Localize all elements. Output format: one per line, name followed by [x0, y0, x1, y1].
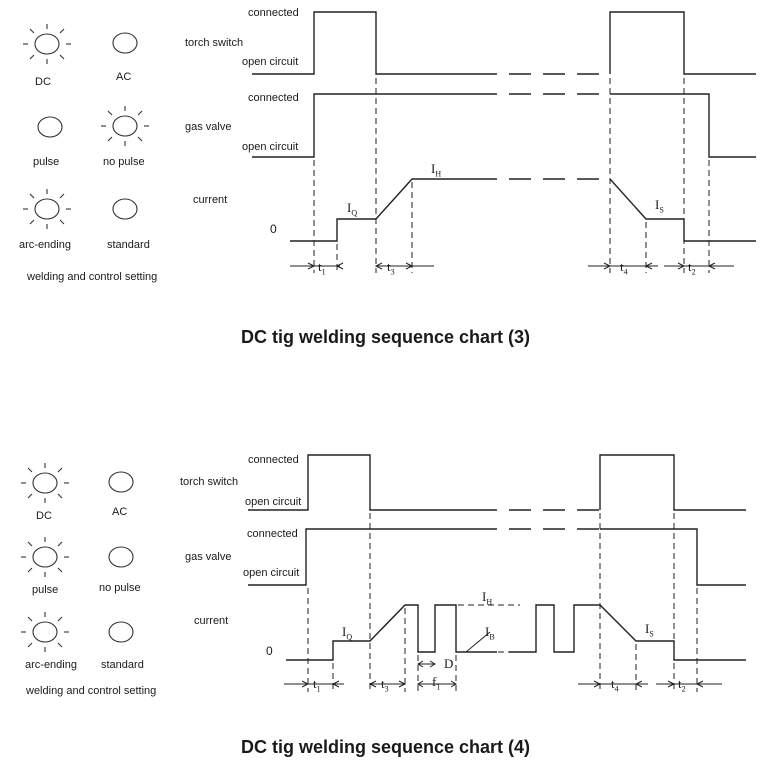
gas-valve-label: gas valve	[185, 121, 232, 133]
t3-letter: t	[387, 259, 391, 274]
gas-valve-high-label: connected	[247, 528, 298, 540]
t4-letter: t	[611, 676, 615, 691]
d-marker: D	[444, 656, 454, 671]
t2-label	[678, 677, 686, 694]
is-marker	[645, 622, 654, 639]
t2-subscript: 2	[681, 684, 686, 694]
torch-switch-low-label: open circuit	[245, 496, 302, 508]
torch-switch-high-label: connected	[248, 454, 299, 466]
t3-label	[381, 677, 389, 694]
zero-label: 0	[270, 222, 277, 236]
gas-valve-low-label: open circuit	[242, 141, 299, 153]
panel-footer: welding and control setting	[26, 685, 157, 697]
torch-switch-trace-end	[600, 455, 746, 510]
interval-t2	[656, 681, 722, 687]
gas-valve-low-label: open circuit	[243, 567, 300, 579]
gas-valve-trace-end	[600, 529, 746, 585]
f1-subscript: 1	[436, 682, 441, 692]
torch-switch-high-label: connected	[248, 7, 299, 19]
t4-label	[611, 677, 619, 694]
t3-subscript: 3	[390, 267, 395, 277]
current-trace-mid	[520, 605, 746, 660]
is-letter: I	[655, 197, 660, 212]
torch-switch-trace	[248, 455, 475, 510]
current-trace	[286, 605, 475, 660]
t3-letter: t	[381, 676, 385, 691]
ih-letter: I	[431, 161, 436, 176]
t1-letter: t	[313, 676, 317, 691]
panel-footer: welding and control setting	[27, 271, 158, 283]
lamp-label-no-pulse: no pulse	[103, 156, 145, 168]
t4-letter: t	[620, 259, 624, 274]
lamp-label-dc: DC	[35, 76, 51, 88]
t3-subscript: 3	[384, 684, 389, 694]
f1-label	[432, 675, 440, 692]
lamp-label-ac: AC	[116, 71, 132, 83]
t2-letter: t	[688, 259, 692, 274]
lamp-label-arc-ending: arc-ending	[25, 659, 77, 671]
t1-label	[313, 677, 321, 694]
f1-letter: f	[432, 674, 437, 689]
gas-valve-label: gas valve	[185, 551, 232, 563]
t1-letter: t	[318, 259, 322, 274]
t4-subscript: 4	[623, 267, 628, 277]
ih-marker	[482, 590, 492, 607]
iq-letter: I	[342, 624, 347, 639]
lamp-label-dc: DC	[36, 510, 52, 522]
torch-switch-low-label: open circuit	[242, 56, 299, 68]
torch-switch-label: torch switch	[180, 476, 239, 488]
interval-d	[418, 661, 435, 667]
t2-letter: t	[678, 676, 682, 691]
lamp-label-standard: standard	[101, 659, 144, 671]
is-letter: I	[645, 621, 650, 636]
diagram-3-caption: DC tig welding sequence chart (3)	[240, 327, 531, 347]
ib-letter: I	[485, 624, 490, 639]
ib-subscript: B	[489, 632, 495, 642]
current-label: current	[194, 615, 229, 627]
ih-subscript: H	[435, 169, 442, 179]
t2-subscript: 2	[691, 267, 696, 277]
lamp-label-arc-ending: arc-ending	[19, 239, 71, 251]
iq-marker	[342, 625, 352, 642]
t1-subscript: 1	[316, 684, 321, 694]
lamp-label-ac: AC	[112, 506, 128, 518]
is-subscript: S	[659, 205, 664, 215]
gas-valve-trace	[248, 529, 475, 585]
lamp-label-pulse: pulse	[33, 156, 60, 168]
lamp-label-pulse: pulse	[32, 584, 59, 596]
ib-marker	[485, 625, 495, 642]
t4-subscript: 4	[614, 684, 619, 694]
zero-label: 0	[266, 644, 273, 658]
diagram-4-caption: DC tig welding sequence chart (4)	[240, 737, 531, 757]
lamp-label-no-pulse: no pulse	[99, 582, 141, 594]
current-label: current	[193, 194, 228, 206]
iq-subscript: Q	[351, 208, 358, 218]
iq-letter: I	[347, 200, 352, 215]
gas-valve-high-label: connected	[248, 92, 299, 104]
lamp-label-standard: standard	[107, 239, 150, 251]
ih-letter: I	[482, 589, 487, 604]
is-subscript: S	[649, 629, 654, 639]
ih-subscript: H	[486, 597, 493, 607]
torch-switch-label: torch switch	[185, 37, 244, 49]
t1-subscript: 1	[321, 267, 326, 277]
iq-subscript: Q	[346, 632, 353, 642]
